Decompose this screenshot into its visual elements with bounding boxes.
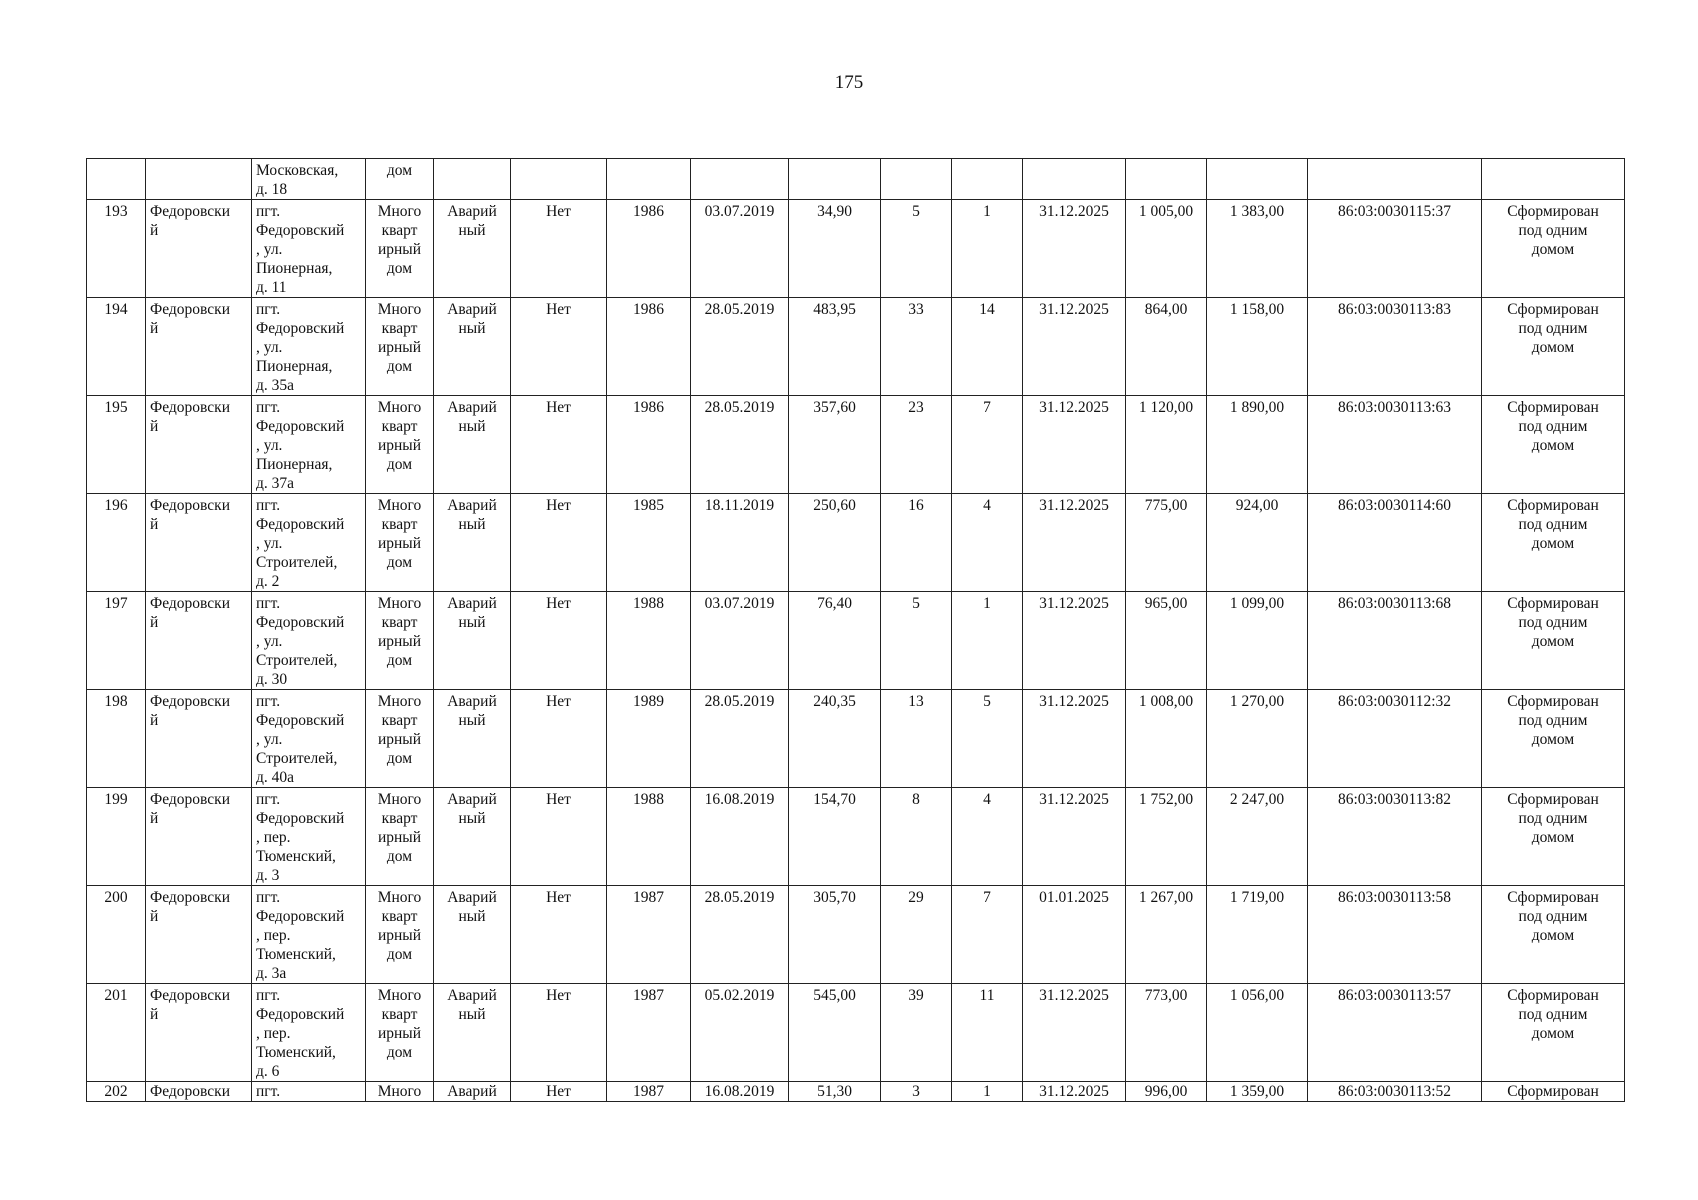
cell-units: 7 [952, 396, 1023, 494]
cell-flag: Нет [511, 592, 607, 690]
cell-year [607, 159, 691, 200]
cell-units [952, 159, 1023, 200]
cell-year: 1987 [607, 1082, 691, 1102]
cell-area: 357,60 [789, 396, 881, 494]
cell-type: Много кварт ирный дом [366, 984, 434, 1082]
cell-year: 1986 [607, 200, 691, 298]
cell-address: пгт. Федоровский , ул. Пионерная, д. 37а [252, 396, 366, 494]
cell-year: 1986 [607, 298, 691, 396]
cell-condition: Аварий ный [434, 494, 511, 592]
cell-v1 [1126, 159, 1207, 200]
cell-date: 16.08.2019 [691, 1082, 789, 1102]
cell-address: Московская, д. 18 [252, 159, 366, 200]
cell-units: 14 [952, 298, 1023, 396]
cell-num: 202 [87, 1082, 146, 1102]
cell-deadline: 31.12.2025 [1023, 788, 1126, 886]
cell-date: 05.02.2019 [691, 984, 789, 1082]
cell-date: 28.05.2019 [691, 886, 789, 984]
cell-status: Сформирован под одним домом [1482, 200, 1625, 298]
cell-year: 1986 [607, 396, 691, 494]
cell-date: 18.11.2019 [691, 494, 789, 592]
cell-residents: 5 [881, 592, 952, 690]
cell-deadline: 31.12.2025 [1023, 200, 1126, 298]
cell-type: Много кварт ирный дом [366, 690, 434, 788]
cell-type: Много кварт ирный дом [366, 200, 434, 298]
cell-municipality: Федоровски й [146, 690, 252, 788]
cell-condition: Аварий ный [434, 788, 511, 886]
cell-flag: Нет [511, 298, 607, 396]
cell-v2: 924,00 [1207, 494, 1308, 592]
cell-area: 240,35 [789, 690, 881, 788]
cell-deadline: 31.12.2025 [1023, 984, 1126, 1082]
cell-year: 1985 [607, 494, 691, 592]
cell-flag: Нет [511, 788, 607, 886]
cell-area: 34,90 [789, 200, 881, 298]
cell-area: 51,30 [789, 1082, 881, 1102]
cell-municipality: Федоровски й [146, 298, 252, 396]
cell-v2: 1 158,00 [1207, 298, 1308, 396]
cell-address: пгт. Федоровский , ул. Строителей, д. 2 [252, 494, 366, 592]
cell-year: 1988 [607, 788, 691, 886]
cell-condition: Аварий ный [434, 886, 511, 984]
table-body [87, 159, 1625, 1102]
table-row [87, 592, 1625, 690]
cell-address: пгт. Федоровский , ул. Пионерная, д. 35а [252, 298, 366, 396]
cell-num: 201 [87, 984, 146, 1082]
cell-v2: 1 719,00 [1207, 886, 1308, 984]
cell-area: 545,00 [789, 984, 881, 1082]
cell-deadline [1023, 159, 1126, 200]
cell-residents: 5 [881, 200, 952, 298]
cell-flag: Нет [511, 494, 607, 592]
cell-flag: Нет [511, 1082, 607, 1102]
cell-v1: 773,00 [1126, 984, 1207, 1082]
cell-v1: 1 008,00 [1126, 690, 1207, 788]
cell-municipality: Федоровски й [146, 984, 252, 1082]
cell-status: Сформирован под одним домом [1482, 788, 1625, 886]
cell-deadline: 31.12.2025 [1023, 298, 1126, 396]
cell-v1: 996,00 [1126, 1082, 1207, 1102]
cell-status: Сформирован под одним домом [1482, 298, 1625, 396]
cell-municipality: Федоровски й [146, 592, 252, 690]
cell-num: 194 [87, 298, 146, 396]
cell-v1: 864,00 [1126, 298, 1207, 396]
cell-flag: Нет [511, 886, 607, 984]
cell-num: 197 [87, 592, 146, 690]
cell-num: 200 [87, 886, 146, 984]
cell-residents: 33 [881, 298, 952, 396]
cell-deadline: 31.12.2025 [1023, 396, 1126, 494]
cell-year: 1987 [607, 984, 691, 1082]
cell-units: 4 [952, 788, 1023, 886]
cell-municipality: Федоровски й [146, 200, 252, 298]
cell-v1: 775,00 [1126, 494, 1207, 592]
cell-area: 76,40 [789, 592, 881, 690]
cell-date: 28.05.2019 [691, 396, 789, 494]
cell-year: 1989 [607, 690, 691, 788]
cell-v2 [1207, 159, 1308, 200]
cell-status: Сформирован под одним домом [1482, 592, 1625, 690]
cell-cadastral: 86:03:0030115:37 [1308, 200, 1482, 298]
cell-cadastral: 86:03:0030113:68 [1308, 592, 1482, 690]
cell-flag [511, 159, 607, 200]
cell-condition: Аварий ный [434, 592, 511, 690]
cell-type: Много кварт ирный дом [366, 396, 434, 494]
cell-municipality: Федоровски й [146, 788, 252, 886]
cell-flag: Нет [511, 200, 607, 298]
cell-v2: 1 099,00 [1207, 592, 1308, 690]
cell-v2: 1 383,00 [1207, 200, 1308, 298]
cell-v2: 2 247,00 [1207, 788, 1308, 886]
cell-v1: 965,00 [1126, 592, 1207, 690]
cell-residents: 23 [881, 396, 952, 494]
cell-cadastral: 86:03:0030113:52 [1308, 1082, 1482, 1102]
cell-area: 305,70 [789, 886, 881, 984]
cell-status: Сформирован под одним домом [1482, 984, 1625, 1082]
page-number: 175 [834, 72, 864, 93]
cell-status: Сформирован под одним домом [1482, 886, 1625, 984]
cell-area: 483,95 [789, 298, 881, 396]
cell-cadastral: 86:03:0030113:57 [1308, 984, 1482, 1082]
cell-num: 198 [87, 690, 146, 788]
cell-v1: 1 005,00 [1126, 200, 1207, 298]
cell-residents: 29 [881, 886, 952, 984]
cell-residents: 3 [881, 1082, 952, 1102]
cell-deadline: 31.12.2025 [1023, 690, 1126, 788]
cell-date: 28.05.2019 [691, 298, 789, 396]
cell-address: пгт. Федоровский , пер. Тюменский, д. 6 [252, 984, 366, 1082]
cell-num: 196 [87, 494, 146, 592]
cell-v2: 1 270,00 [1207, 690, 1308, 788]
cell-area [789, 159, 881, 200]
table-row [87, 886, 1625, 984]
cell-cadastral: 86:03:0030112:32 [1308, 690, 1482, 788]
cell-deadline: 31.12.2025 [1023, 592, 1126, 690]
cell-v2: 1 890,00 [1207, 396, 1308, 494]
cell-deadline: 01.01.2025 [1023, 886, 1126, 984]
cell-condition: Аварий ный [434, 200, 511, 298]
cell-year: 1988 [607, 592, 691, 690]
cell-residents: 8 [881, 788, 952, 886]
cell-condition: Аварий ный [434, 984, 511, 1082]
cell-status: Сформирован под одним домом [1482, 494, 1625, 592]
cell-v1: 1 752,00 [1126, 788, 1207, 886]
cell-municipality [146, 159, 252, 200]
cell-date: 16.08.2019 [691, 788, 789, 886]
cell-residents [881, 159, 952, 200]
cell-type: Много кварт ирный дом [366, 494, 434, 592]
cell-type: Много кварт ирный дом [366, 886, 434, 984]
table-row [87, 200, 1625, 298]
cell-cadastral: 86:03:0030114:60 [1308, 494, 1482, 592]
cell-address: пгт. Федоровский , ул. Строителей, д. 40а [252, 690, 366, 788]
cell-municipality: Федоровски й [146, 494, 252, 592]
cell-deadline: 31.12.2025 [1023, 494, 1126, 592]
cell-status [1482, 159, 1625, 200]
cell-status: Сформирован [1482, 1082, 1625, 1102]
table-row [87, 298, 1625, 396]
cell-residents: 13 [881, 690, 952, 788]
table-row [87, 396, 1625, 494]
cell-v1: 1 120,00 [1126, 396, 1207, 494]
cell-residents: 39 [881, 984, 952, 1082]
cell-flag: Нет [511, 984, 607, 1082]
cell-type: Много кварт ирный дом [366, 298, 434, 396]
table-row [87, 690, 1625, 788]
cell-date [691, 159, 789, 200]
cell-cadastral: 86:03:0030113:82 [1308, 788, 1482, 886]
cell-flag: Нет [511, 690, 607, 788]
table-row-cut [87, 1082, 1625, 1102]
cell-area: 250,60 [789, 494, 881, 592]
cell-municipality: Федоровски й [146, 396, 252, 494]
table-row [87, 984, 1625, 1082]
continuation-row [87, 159, 1625, 200]
cell-date: 03.07.2019 [691, 200, 789, 298]
cell-type: Много кварт ирный дом [366, 788, 434, 886]
cell-cadastral [1308, 159, 1482, 200]
cell-address: пгт. Федоровский , ул. Пионерная, д. 11 [252, 200, 366, 298]
cell-address: пгт. [252, 1082, 366, 1102]
cell-deadline: 31.12.2025 [1023, 1082, 1126, 1102]
cell-condition: Аварий ный [434, 396, 511, 494]
cell-units: 5 [952, 690, 1023, 788]
cell-area: 154,70 [789, 788, 881, 886]
cell-cadastral: 86:03:0030113:58 [1308, 886, 1482, 984]
cell-condition: Аварий [434, 1082, 511, 1102]
cell-units: 11 [952, 984, 1023, 1082]
housing-registry-table [86, 158, 1625, 1102]
cell-units: 1 [952, 1082, 1023, 1102]
cell-condition: Аварий ный [434, 298, 511, 396]
cell-v2: 1 056,00 [1207, 984, 1308, 1082]
cell-num: 195 [87, 396, 146, 494]
cell-v2: 1 359,00 [1207, 1082, 1308, 1102]
cell-num: 199 [87, 788, 146, 886]
cell-num: 193 [87, 200, 146, 298]
cell-year: 1987 [607, 886, 691, 984]
cell-type: Много [366, 1082, 434, 1102]
cell-cadastral: 86:03:0030113:83 [1308, 298, 1482, 396]
cell-type: дом [366, 159, 434, 200]
cell-address: пгт. Федоровский , пер. Тюменский, д. 3а [252, 886, 366, 984]
cell-address: пгт. Федоровский , ул. Строителей, д. 30 [252, 592, 366, 690]
cell-condition [434, 159, 511, 200]
cell-municipality: Федоровски [146, 1082, 252, 1102]
cell-municipality: Федоровски й [146, 886, 252, 984]
cell-units: 1 [952, 200, 1023, 298]
cell-date: 28.05.2019 [691, 690, 789, 788]
cell-status: Сформирован под одним домом [1482, 396, 1625, 494]
cell-date: 03.07.2019 [691, 592, 789, 690]
table-row [87, 494, 1625, 592]
table-row [87, 788, 1625, 886]
cell-units: 1 [952, 592, 1023, 690]
cell-num [87, 159, 146, 200]
cell-address: пгт. Федоровский , пер. Тюменский, д. 3 [252, 788, 366, 886]
cell-units: 7 [952, 886, 1023, 984]
cell-flag: Нет [511, 396, 607, 494]
cell-cadastral: 86:03:0030113:63 [1308, 396, 1482, 494]
cell-status: Сформирован под одним домом [1482, 690, 1625, 788]
cell-v1: 1 267,00 [1126, 886, 1207, 984]
cell-type: Много кварт ирный дом [366, 592, 434, 690]
cell-residents: 16 [881, 494, 952, 592]
cell-condition: Аварий ный [434, 690, 511, 788]
cell-units: 4 [952, 494, 1023, 592]
